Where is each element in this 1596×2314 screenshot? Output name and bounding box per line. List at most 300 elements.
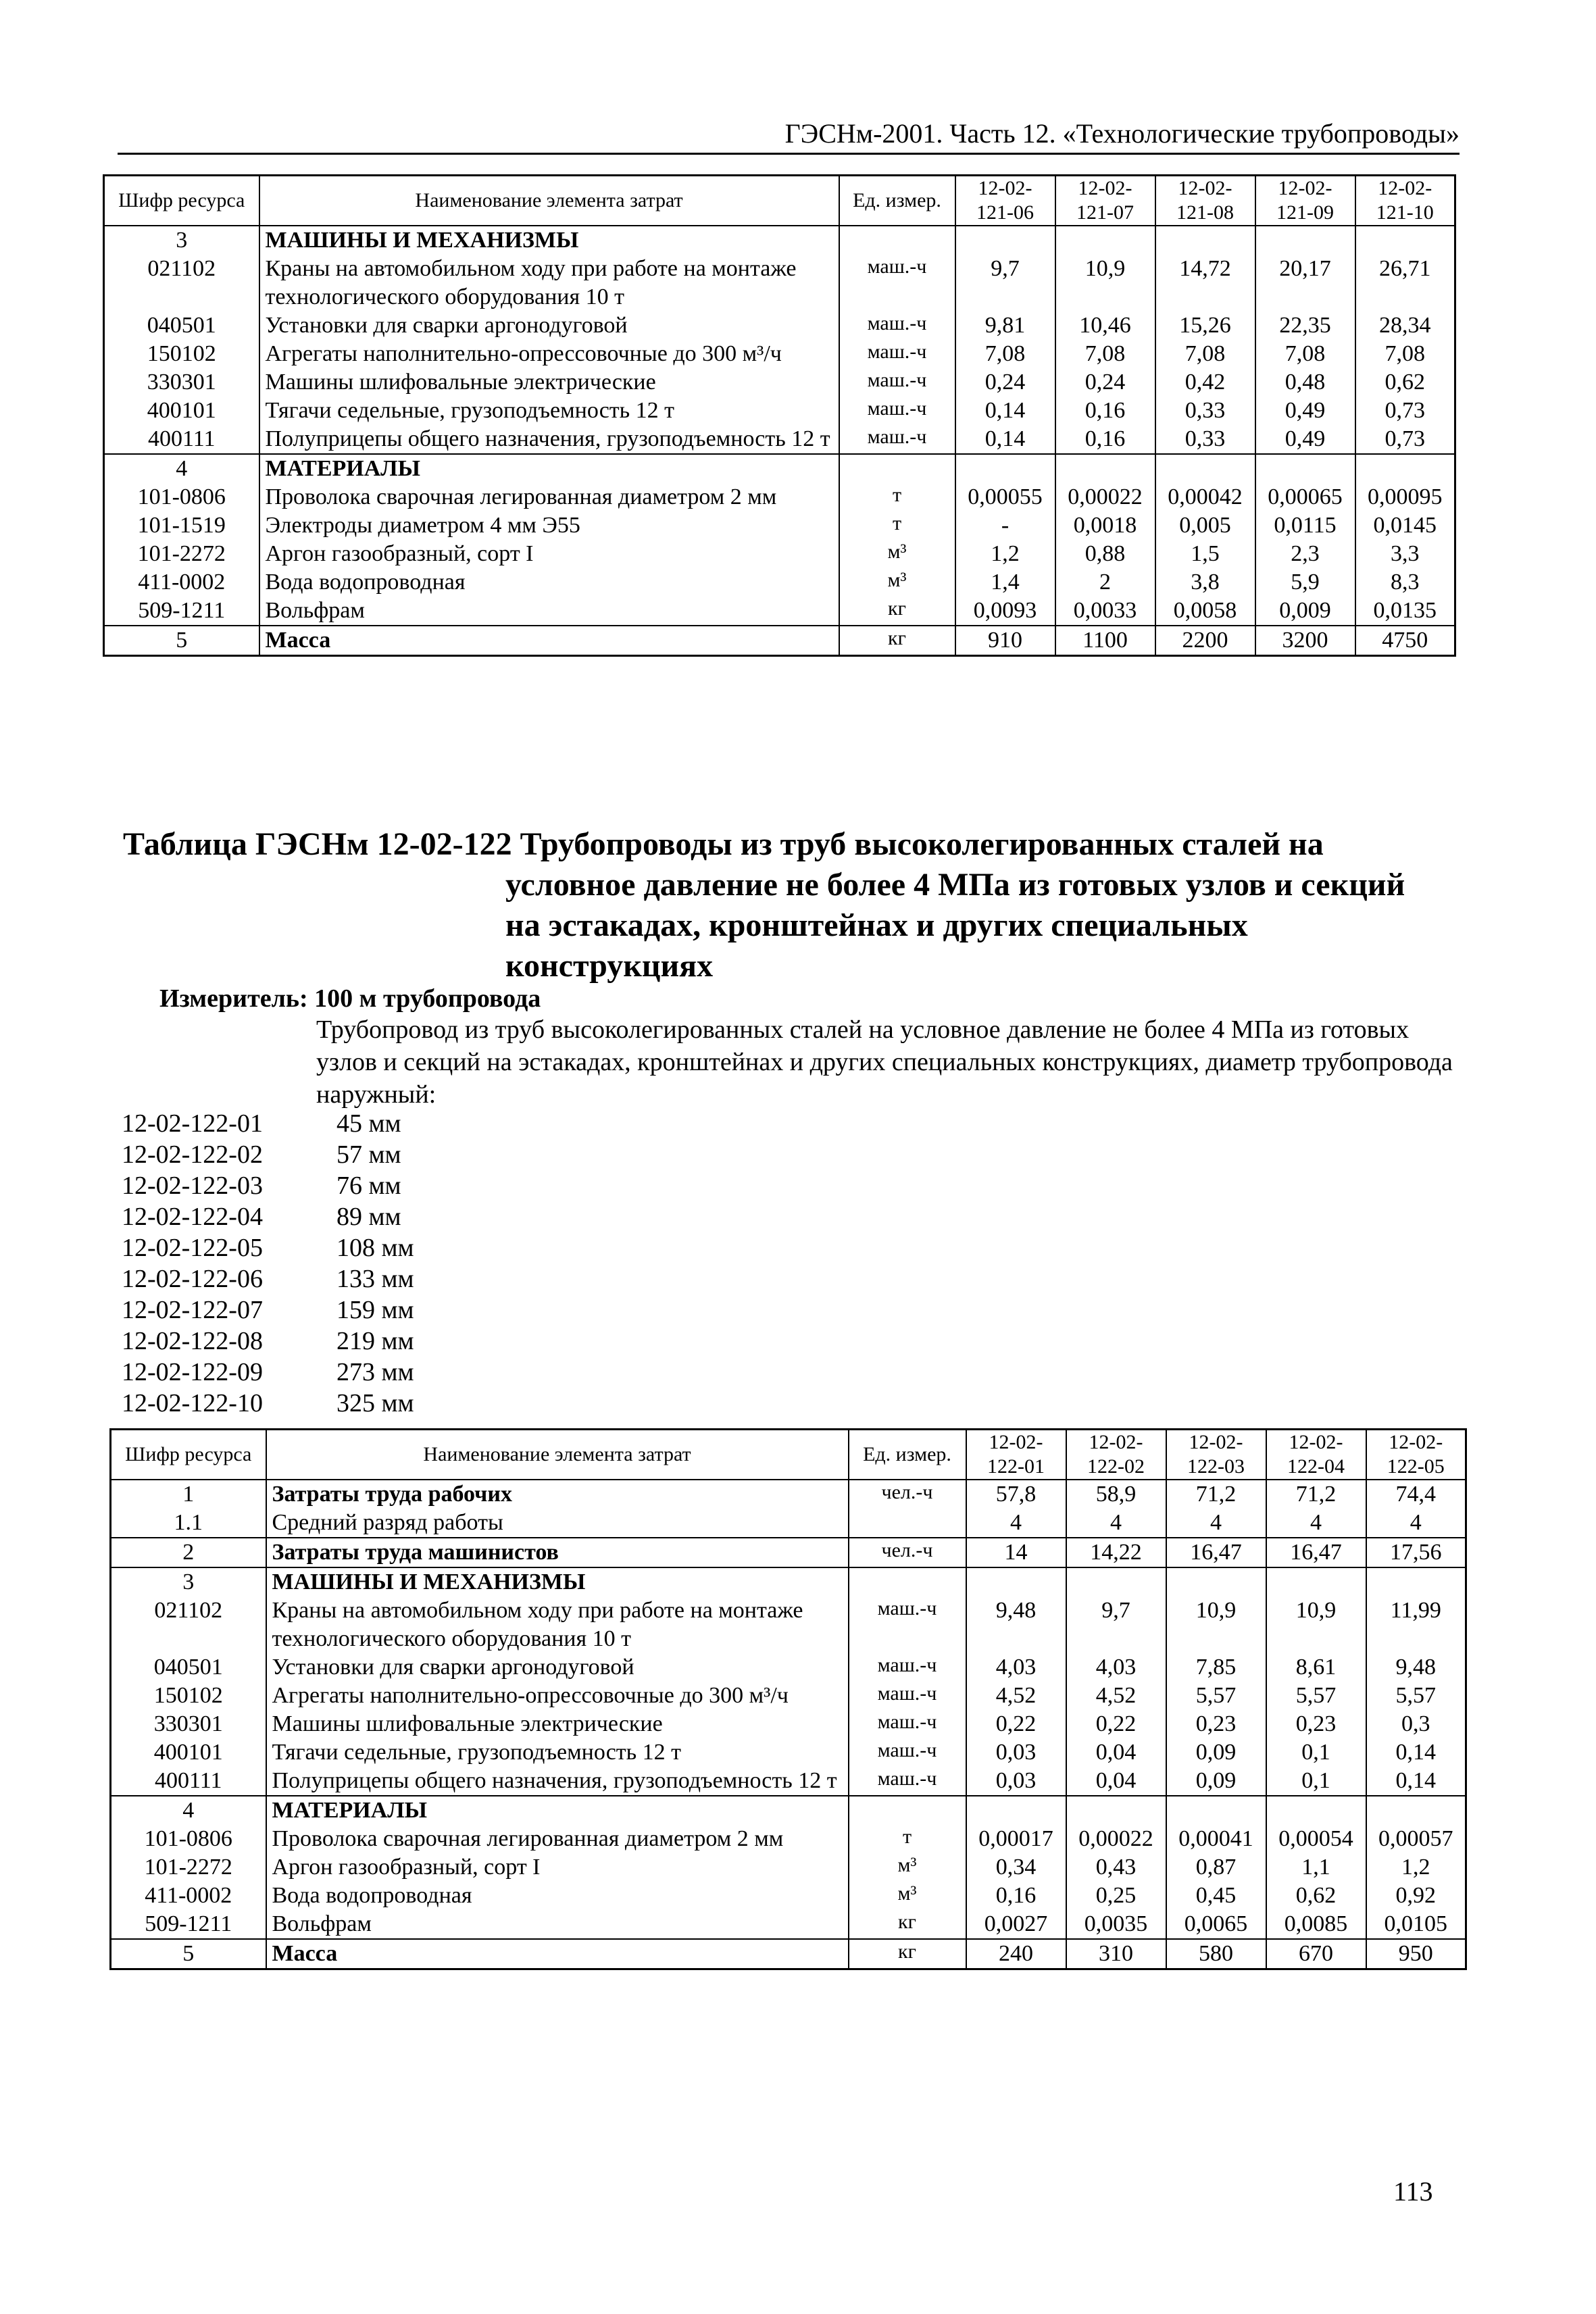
resource-value: 5,9 <box>1255 568 1355 597</box>
section-spacer <box>1155 454 1255 483</box>
resource-unit: маш.-ч <box>849 1710 966 1738</box>
table-row <box>111 1509 1466 1538</box>
resource-value: 1,2 <box>1401 1855 1430 1880</box>
resource-value: 0,14 <box>1395 1768 1436 1793</box>
resource-value: 0,23 <box>1266 1710 1366 1738</box>
col-header-norm: 12-02-121-06 <box>955 176 1055 226</box>
resource-value: 74,4 <box>1366 1480 1466 1509</box>
resource-unit: кг <box>849 1910 966 1939</box>
resource-value: 0,00017 <box>966 1825 1066 1853</box>
resource-unit: маш.-ч <box>849 1653 966 1682</box>
code-list-item <box>122 1108 414 1139</box>
resource-unit: маш.-ч <box>849 1596 966 1653</box>
resource-code: 101-0806 <box>111 1825 266 1853</box>
table-row <box>104 255 1455 311</box>
pipe-diameter: 57 мм <box>336 1140 401 1169</box>
col-header-code: Шифр ресурса <box>104 176 259 226</box>
resource-value: 0,49 <box>1255 425 1355 454</box>
col-header-norm: 12-02-121-09 <box>1255 176 1355 226</box>
norm-code: 12-02-122-08 <box>122 1327 263 1355</box>
resource-value: 10,46 <box>1055 311 1155 340</box>
resource-code: 509-1211 <box>111 1910 266 1939</box>
pipe-diameter: 159 мм <box>336 1296 414 1324</box>
resource-name: Вольфрам <box>266 1910 849 1939</box>
resource-value: 4 <box>966 1509 1066 1538</box>
resource-unit: маш.-ч <box>849 1767 966 1796</box>
resource-value: 1100 <box>1055 626 1155 656</box>
resource-value: 0,04 <box>1066 1767 1166 1796</box>
table-row <box>111 1939 1466 1969</box>
resource-value: 9,48 <box>1395 1655 1436 1680</box>
section-spacer <box>955 226 1055 255</box>
resource-value: 9,7 <box>1066 1596 1166 1653</box>
section-spacer <box>955 454 1055 483</box>
resource-value: 580 <box>1166 1939 1266 1969</box>
resource-unit: кг <box>839 626 955 656</box>
section-spacer <box>1166 1796 1266 1825</box>
section-row <box>104 454 1455 483</box>
resource-unit: маш.-ч <box>839 340 955 368</box>
pipe-diameter: 89 мм <box>336 1203 401 1231</box>
resource-value: 0,0115 <box>1255 511 1355 540</box>
resource-value: 5,57 <box>1266 1682 1366 1710</box>
table-row <box>104 568 1455 597</box>
norm-description: Трубопровод из труб высоколегированных сталей на условное давление не более 4 МПа из готовых узлов и секций на эстакадах, кронштейнах и других специальных конструкциях, диаметр трубопровода наружный: <box>316 1015 1453 1109</box>
resource-name: Вольфрам <box>259 597 839 626</box>
pipe-diameter: 325 мм <box>336 1389 414 1417</box>
resource-value: 7,85 <box>1166 1653 1266 1682</box>
norm-code: 12-02-122-04 <box>122 1203 263 1231</box>
resource-unit: чел.-ч <box>849 1538 966 1567</box>
resource-code: 330301 <box>111 1710 266 1738</box>
table-row <box>111 1710 1466 1738</box>
resource-code: 400111 <box>104 425 259 454</box>
resource-code: 021102 <box>111 1596 266 1653</box>
resource-value: 0,43 <box>1066 1853 1166 1882</box>
section-spacer <box>966 1796 1066 1825</box>
section-spacer <box>1255 454 1355 483</box>
resource-value: 0,0027 <box>966 1910 1066 1939</box>
section-spacer <box>849 1796 966 1825</box>
resource-value: 0,48 <box>1255 368 1355 397</box>
resource-value: 310 <box>1066 1939 1166 1969</box>
resource-unit: маш.-ч <box>849 1738 966 1767</box>
section-spacer <box>1055 454 1155 483</box>
section-title: МАТЕРИАЛЫ <box>266 1796 849 1825</box>
resource-value: 0,23 <box>1166 1710 1266 1738</box>
resource-unit: кг <box>839 597 955 626</box>
resource-value: 0,04 <box>1066 1738 1166 1767</box>
table-title-line: условное давление не более 4 МПа из готовых узлов и секций <box>505 867 1405 903</box>
table-row <box>104 311 1455 340</box>
table-row <box>111 1538 1466 1567</box>
resource-value: 0,45 <box>1166 1882 1266 1910</box>
resource-value: 3,3 <box>1391 541 1420 566</box>
resource-code: 101-0806 <box>104 483 259 511</box>
resource-value: 14 <box>966 1538 1066 1567</box>
resource-name: Аргон газообразный, сорт I <box>259 540 839 568</box>
resource-value: 0,0145 <box>1373 513 1437 538</box>
norm-code: 12-02-122-05 <box>122 1234 263 1262</box>
resource-table-bottom <box>109 1428 1467 1970</box>
resource-value: 0,14 <box>955 397 1055 425</box>
resource-value: 0,16 <box>1055 425 1155 454</box>
resource-value: 0,0058 <box>1155 597 1255 626</box>
resource-value: 4750 <box>1355 626 1455 656</box>
resource-value: 0,25 <box>1066 1882 1166 1910</box>
resource-unit: маш.-ч <box>839 311 955 340</box>
section-spacer <box>849 1567 966 1596</box>
resource-code: 1 <box>111 1480 266 1509</box>
table-row <box>111 1910 1466 1939</box>
measurement-unit: Измеритель: 100 м трубопровода <box>159 984 541 1013</box>
resource-value: 0,33 <box>1155 397 1255 425</box>
col-header-norm: 12-02-122-03 <box>1166 1430 1266 1480</box>
section-row <box>104 226 1455 255</box>
resource-code: 101-2272 <box>104 540 259 568</box>
resource-name: Полуприцепы общего назначения, грузоподъемность 12 т <box>266 1767 849 1796</box>
col-header-unit: Ед. измер. <box>849 1430 966 1480</box>
resource-name: Затраты труда рабочих <box>266 1480 849 1509</box>
resource-value: 9,48 <box>966 1596 1066 1653</box>
resource-unit: маш.-ч <box>839 368 955 397</box>
resource-value: 8,61 <box>1266 1653 1366 1682</box>
section-spacer <box>839 226 955 255</box>
resource-value: 22,35 <box>1255 311 1355 340</box>
resource-unit <box>849 1509 966 1538</box>
section-spacer <box>1166 1567 1266 1596</box>
code-list-item <box>122 1263 414 1294</box>
col-header-norm: 12-02-121-08 <box>1155 176 1255 226</box>
resource-value: 0,0093 <box>955 597 1055 626</box>
resource-code: 101-2272 <box>111 1853 266 1882</box>
col-header-name: Наименование элемента затрат <box>266 1430 849 1480</box>
section-title: МАШИНЫ И МЕХАНИЗМЫ <box>266 1567 849 1596</box>
resource-name: Тягачи седельные, грузоподъемность 12 т <box>259 397 839 425</box>
resource-code: 101-1519 <box>104 511 259 540</box>
resource-value: 9,81 <box>955 311 1055 340</box>
resource-name: Вода водопроводная <box>266 1882 849 1910</box>
resource-value: 0,62 <box>1385 370 1425 395</box>
resource-name: Агрегаты наполнительно-опрессовочные до 300 м³/ч <box>259 340 839 368</box>
table-row <box>104 425 1455 454</box>
section-spacer <box>1066 1796 1166 1825</box>
norm-code: 12-02-122-02 <box>122 1140 263 1169</box>
resource-unit: м³ <box>839 540 955 568</box>
col-header-norm: 12-02-122-01 <box>966 1430 1066 1480</box>
resource-value: 0,00042 <box>1155 483 1255 511</box>
resource-value: 10,9 <box>1166 1596 1266 1653</box>
resource-value: 0,00065 <box>1255 483 1355 511</box>
resource-code: 040501 <box>104 311 259 340</box>
resource-value: 0,16 <box>966 1882 1066 1910</box>
resource-value: 910 <box>955 626 1055 656</box>
resource-value: 58,9 <box>1066 1480 1166 1509</box>
resource-value: 71,2 <box>1266 1480 1366 1509</box>
resource-value: 0,34 <box>966 1853 1066 1882</box>
code-list-item <box>122 1294 414 1326</box>
resource-name: Полуприцепы общего назначения, грузоподъемность 12 т <box>259 425 839 454</box>
resource-value: 0,0105 <box>1384 1911 1447 1936</box>
resource-code: 5 <box>111 1939 266 1969</box>
resource-value: 4 <box>1410 1510 1422 1535</box>
resource-unit: маш.-ч <box>849 1682 966 1710</box>
resource-value: 0,0085 <box>1266 1910 1366 1939</box>
table-row <box>104 511 1455 540</box>
resource-code: 509-1211 <box>104 597 259 626</box>
section-spacer <box>1155 226 1255 255</box>
resource-unit: маш.-ч <box>839 425 955 454</box>
resource-unit: кг <box>849 1939 966 1969</box>
resource-value: 0,87 <box>1166 1853 1266 1882</box>
code-list-item <box>122 1170 414 1201</box>
table-row <box>104 483 1455 511</box>
col-header-norm: 12-02-122-05 <box>1366 1430 1466 1480</box>
resource-name: Агрегаты наполнительно-опрессовочные до 300 м³/ч <box>266 1682 849 1710</box>
resource-value: 0,005 <box>1155 511 1255 540</box>
section-spacer <box>966 1567 1066 1596</box>
table-row <box>111 1682 1466 1710</box>
resource-value: 0,00057 <box>1378 1826 1453 1851</box>
table-title-line: Таблица ГЭСНм 12-02-122 Трубопроводы из труб высоколегированных сталей на <box>123 826 1324 862</box>
resource-value: 26,71 <box>1379 256 1431 281</box>
resource-value: 0,00041 <box>1166 1825 1266 1853</box>
resource-value: 670 <box>1266 1939 1366 1969</box>
resource-value: 7,08 <box>1155 340 1255 368</box>
resource-value: 5,57 <box>1395 1683 1436 1708</box>
section-title: МАТЕРИАЛЫ <box>259 454 839 483</box>
pipe-diameter: 45 мм <box>336 1109 401 1138</box>
resource-value: 0,14 <box>1395 1740 1436 1765</box>
resource-value: 14,72 <box>1155 255 1255 311</box>
resource-value: 240 <box>966 1939 1066 1969</box>
table-row <box>111 1853 1466 1882</box>
resource-value: 0,00022 <box>1066 1825 1166 1853</box>
resource-value: 15,26 <box>1155 311 1255 340</box>
table-title-line: на эстакадах, кронштейнах и других специальных <box>505 907 1248 943</box>
resource-value: 11,99 <box>1390 1598 1441 1623</box>
section-spacer <box>1355 454 1455 483</box>
resource-name: Масса <box>259 626 839 656</box>
resource-value: 0,3 <box>1401 1711 1430 1736</box>
code-list-item <box>122 1232 414 1263</box>
resource-code: 400111 <box>111 1767 266 1796</box>
resource-value: 4 <box>1066 1509 1166 1538</box>
resource-value: 0,22 <box>966 1710 1066 1738</box>
resource-value: 7,08 <box>955 340 1055 368</box>
norm-code-list <box>122 1108 414 1419</box>
resource-value: 0,0018 <box>1055 511 1155 540</box>
table-row <box>104 368 1455 397</box>
resource-value: 16,47 <box>1166 1538 1266 1567</box>
resource-value: 0,1 <box>1266 1738 1366 1767</box>
resource-value: 1,5 <box>1155 540 1255 568</box>
resource-value: 28,34 <box>1379 313 1431 338</box>
col-header-norm: 12-02-122-02 <box>1066 1430 1166 1480</box>
resource-value: 1,4 <box>955 568 1055 597</box>
resource-value: 0,16 <box>1055 397 1155 425</box>
resource-value: 4,03 <box>966 1653 1066 1682</box>
resource-value: 0,00054 <box>1266 1825 1366 1853</box>
resource-unit: маш.-ч <box>839 255 955 311</box>
norm-code: 12-02-122-06 <box>122 1265 263 1293</box>
table-row <box>111 1767 1466 1796</box>
section-number: 3 <box>104 226 259 255</box>
resource-code: 1.1 <box>111 1509 266 1538</box>
section-spacer <box>839 454 955 483</box>
resource-value: 0,0033 <box>1055 597 1155 626</box>
resource-value: 0,0135 <box>1373 598 1437 623</box>
pipe-diameter: 273 мм <box>336 1358 414 1386</box>
resource-value: 5,57 <box>1166 1682 1266 1710</box>
resource-name: Аргон газообразный, сорт I <box>266 1853 849 1882</box>
resource-name: Проволока сварочная легированная диаметром 2 мм <box>266 1825 849 1853</box>
resource-unit: т <box>839 511 955 540</box>
resource-code: 150102 <box>104 340 259 368</box>
resource-code: 411-0002 <box>104 568 259 597</box>
resource-code: 400101 <box>111 1738 266 1767</box>
col-header-norm: 12-02-121-10 <box>1355 176 1455 226</box>
pipe-diameter: 76 мм <box>336 1172 401 1200</box>
section-spacer <box>1055 226 1155 255</box>
code-list-item <box>122 1357 414 1388</box>
resource-value: 0,73 <box>1385 426 1425 451</box>
resource-value: 0,62 <box>1266 1882 1366 1910</box>
resource-value: 10,9 <box>1055 255 1155 311</box>
resource-unit: чел.-ч <box>849 1480 966 1509</box>
resource-value: 4,03 <box>1066 1653 1166 1682</box>
resource-value: 10,9 <box>1266 1596 1366 1653</box>
resource-code: 400101 <box>104 397 259 425</box>
section-spacer <box>1366 1567 1466 1596</box>
norm-code: 12-02-122-10 <box>122 1389 263 1417</box>
resource-name: Установки для сварки аргонодуговой <box>266 1653 849 1682</box>
resource-value: 0,73 <box>1385 398 1425 423</box>
section-spacer <box>1266 1567 1366 1596</box>
resource-unit: т <box>849 1825 966 1853</box>
resource-code: 330301 <box>104 368 259 397</box>
resource-unit: м³ <box>849 1853 966 1882</box>
resource-value: 4,52 <box>966 1682 1066 1710</box>
resource-value: 0,33 <box>1155 425 1255 454</box>
resource-value: 16,47 <box>1266 1538 1366 1567</box>
section-spacer <box>1355 226 1455 255</box>
resource-value: 0,09 <box>1166 1738 1266 1767</box>
table-row <box>104 626 1455 656</box>
resource-value: 0,09 <box>1166 1767 1266 1796</box>
running-header <box>118 114 1460 155</box>
resource-value: 9,7 <box>955 255 1055 311</box>
page-number: 113 <box>1393 2176 1433 2207</box>
col-header-name: Наименование элемента затрат <box>259 176 839 226</box>
resource-code: 411-0002 <box>111 1882 266 1910</box>
table-title <box>123 824 1407 986</box>
resource-table-top <box>103 174 1456 657</box>
col-header-code: Шифр ресурса <box>111 1430 266 1480</box>
resource-name: Проволока сварочная легированная диаметром 2 мм <box>259 483 839 511</box>
resource-value: 1,2 <box>955 540 1055 568</box>
resource-unit: м³ <box>849 1882 966 1910</box>
resource-value: 0,00022 <box>1055 483 1155 511</box>
resource-value: 3200 <box>1255 626 1355 656</box>
resource-code: 040501 <box>111 1653 266 1682</box>
norm-code: 12-02-122-09 <box>122 1358 263 1386</box>
resource-value: 0,03 <box>966 1738 1066 1767</box>
col-header-norm: 12-02-122-04 <box>1266 1430 1366 1480</box>
resource-name: Машины шлифовальные электрические <box>266 1710 849 1738</box>
resource-value: 57,8 <box>966 1480 1066 1509</box>
section-number: 4 <box>111 1796 266 1825</box>
section-spacer <box>1366 1796 1466 1825</box>
resource-unit: т <box>839 483 955 511</box>
resource-code: 021102 <box>104 255 259 311</box>
resource-value: 950 <box>1366 1939 1466 1969</box>
col-header-unit: Ед. измер. <box>839 176 955 226</box>
resource-value: 2,3 <box>1255 540 1355 568</box>
table-row <box>104 340 1455 368</box>
pipe-diameter: 219 мм <box>336 1327 414 1355</box>
resource-name: Масса <box>266 1939 849 1969</box>
resource-value: 7,08 <box>1255 340 1355 368</box>
resource-value: - <box>955 511 1055 540</box>
section-spacer <box>1255 226 1355 255</box>
norm-code: 12-02-122-03 <box>122 1172 263 1200</box>
table-row <box>111 1596 1466 1653</box>
resource-value: 8,3 <box>1391 570 1420 595</box>
resource-value: 14,22 <box>1066 1538 1166 1567</box>
resource-name: Машины шлифовальные электрические <box>259 368 839 397</box>
resource-value: 0,03 <box>966 1767 1066 1796</box>
section-spacer <box>1266 1796 1366 1825</box>
resource-value: 2 <box>1055 568 1155 597</box>
code-list-item <box>122 1326 414 1357</box>
resource-value: 0,49 <box>1255 397 1355 425</box>
resource-unit: м³ <box>839 568 955 597</box>
resource-name: Затраты труда машинистов <box>266 1538 849 1567</box>
resource-value: 0,0035 <box>1066 1910 1166 1939</box>
norm-code: 12-02-122-07 <box>122 1296 263 1324</box>
section-number: 4 <box>104 454 259 483</box>
norm-code: 12-02-122-01 <box>122 1109 263 1138</box>
resource-value: 0,24 <box>955 368 1055 397</box>
resource-name: Средний разряд работы <box>266 1509 849 1538</box>
resource-value: 0,92 <box>1395 1883 1436 1908</box>
table-title-line: конструкциях <box>505 948 714 984</box>
resource-value: 0,24 <box>1055 368 1155 397</box>
pipe-diameter: 133 мм <box>336 1265 414 1293</box>
resource-value: 0,00055 <box>955 483 1055 511</box>
section-row <box>111 1567 1466 1596</box>
resource-unit: маш.-ч <box>839 397 955 425</box>
code-list-item <box>122 1201 414 1232</box>
resource-value: 4 <box>1166 1509 1266 1538</box>
code-list-item <box>122 1388 414 1419</box>
resource-value: 2200 <box>1155 626 1255 656</box>
resource-value: 0,1 <box>1266 1767 1366 1796</box>
table-row <box>104 540 1455 568</box>
resource-value: 0,14 <box>955 425 1055 454</box>
col-header-norm: 12-02-121-07 <box>1055 176 1155 226</box>
resource-code: 2 <box>111 1538 266 1567</box>
section-number: 3 <box>111 1567 266 1596</box>
table-row <box>111 1480 1466 1509</box>
resource-value: 0,42 <box>1155 368 1255 397</box>
table-row <box>111 1882 1466 1910</box>
code-list-item <box>122 1139 414 1170</box>
resource-value: 0,009 <box>1255 597 1355 626</box>
resource-value: 71,2 <box>1166 1480 1266 1509</box>
section-title: МАШИНЫ И МЕХАНИЗМЫ <box>259 226 839 255</box>
